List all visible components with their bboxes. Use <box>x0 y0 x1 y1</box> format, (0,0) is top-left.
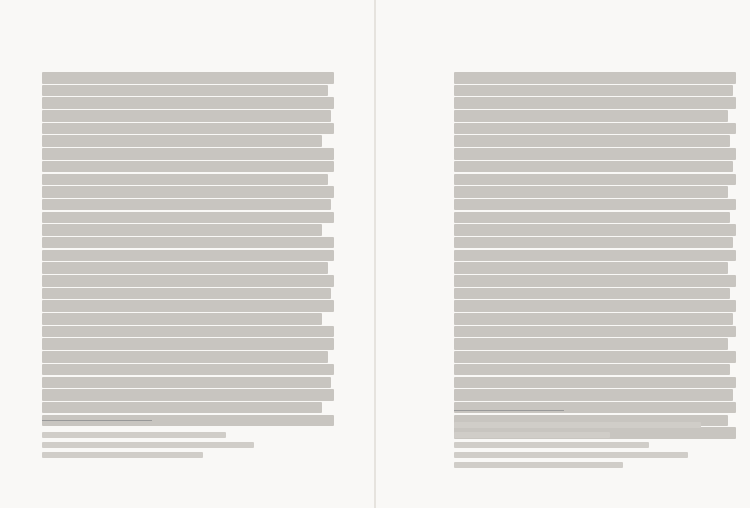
text-line-placeholder <box>454 224 736 236</box>
text-line-placeholder <box>454 237 733 249</box>
right-footnote-rule <box>454 410 564 411</box>
footnote-line-placeholder <box>42 452 203 458</box>
text-line-placeholder <box>42 377 331 389</box>
text-line-placeholder <box>454 300 736 312</box>
footnote-line-placeholder <box>454 432 610 438</box>
text-line-placeholder <box>42 85 328 97</box>
footnote-line-placeholder <box>454 452 688 458</box>
text-line-placeholder <box>42 174 328 186</box>
text-line-placeholder <box>454 161 733 173</box>
text-line-placeholder <box>42 288 331 300</box>
text-line-placeholder <box>454 135 730 147</box>
text-line-placeholder <box>454 389 733 401</box>
text-line-placeholder <box>42 237 334 249</box>
text-line-placeholder <box>454 72 736 84</box>
text-line-placeholder <box>42 212 334 224</box>
right-folio <box>728 12 730 21</box>
text-line-placeholder <box>454 85 733 97</box>
text-line-placeholder <box>454 262 728 274</box>
text-line-placeholder <box>42 338 334 350</box>
text-line-placeholder <box>454 288 730 300</box>
text-line-placeholder <box>454 148 736 160</box>
text-line-placeholder <box>454 364 730 376</box>
text-line-placeholder <box>42 389 334 401</box>
text-line-placeholder <box>42 250 334 262</box>
text-line-placeholder <box>454 326 736 338</box>
left-body-text <box>42 72 334 427</box>
text-line-placeholder <box>42 148 334 160</box>
text-line-placeholder <box>454 123 736 135</box>
text-line-placeholder <box>454 377 736 389</box>
text-line-placeholder <box>42 186 334 198</box>
text-line-placeholder <box>42 351 328 363</box>
left-page <box>0 0 374 508</box>
right-body-text <box>454 72 736 440</box>
text-line-placeholder <box>42 300 334 312</box>
right-footnotes <box>454 422 714 472</box>
text-line-placeholder <box>454 402 736 414</box>
text-line-placeholder <box>42 72 334 84</box>
text-line-placeholder <box>42 313 322 325</box>
text-line-placeholder <box>42 123 334 135</box>
text-line-placeholder <box>454 338 728 350</box>
text-line-placeholder <box>454 186 728 198</box>
footnote-line-placeholder <box>454 422 701 428</box>
text-line-placeholder <box>454 199 736 211</box>
text-line-placeholder <box>42 135 322 147</box>
footnote-line-placeholder <box>454 442 649 448</box>
left-folio <box>18 12 20 21</box>
footnote-line-placeholder <box>454 462 623 468</box>
text-line-placeholder <box>454 97 736 109</box>
footnote-line-placeholder <box>42 442 254 448</box>
text-line-placeholder <box>42 364 334 376</box>
text-line-placeholder <box>454 351 736 363</box>
text-line-placeholder <box>42 161 334 173</box>
right-running-head <box>608 12 610 20</box>
text-line-placeholder <box>42 275 334 287</box>
text-line-placeholder <box>42 97 334 109</box>
text-line-placeholder <box>42 110 331 122</box>
left-running-head <box>140 12 142 20</box>
text-line-placeholder <box>42 262 328 274</box>
text-line-placeholder <box>454 275 736 287</box>
text-line-placeholder <box>42 402 322 414</box>
text-line-placeholder <box>454 313 733 325</box>
text-line-placeholder <box>42 199 331 211</box>
text-line-placeholder <box>454 174 736 186</box>
footnote-line-placeholder <box>42 432 226 438</box>
left-footnote-rule <box>42 420 152 421</box>
text-line-placeholder <box>42 326 334 338</box>
left-footnotes <box>42 432 272 462</box>
text-line-placeholder <box>454 212 730 224</box>
text-line-placeholder <box>454 110 728 122</box>
text-line-placeholder <box>454 250 736 262</box>
right-page <box>376 0 750 508</box>
text-line-placeholder <box>42 224 322 236</box>
